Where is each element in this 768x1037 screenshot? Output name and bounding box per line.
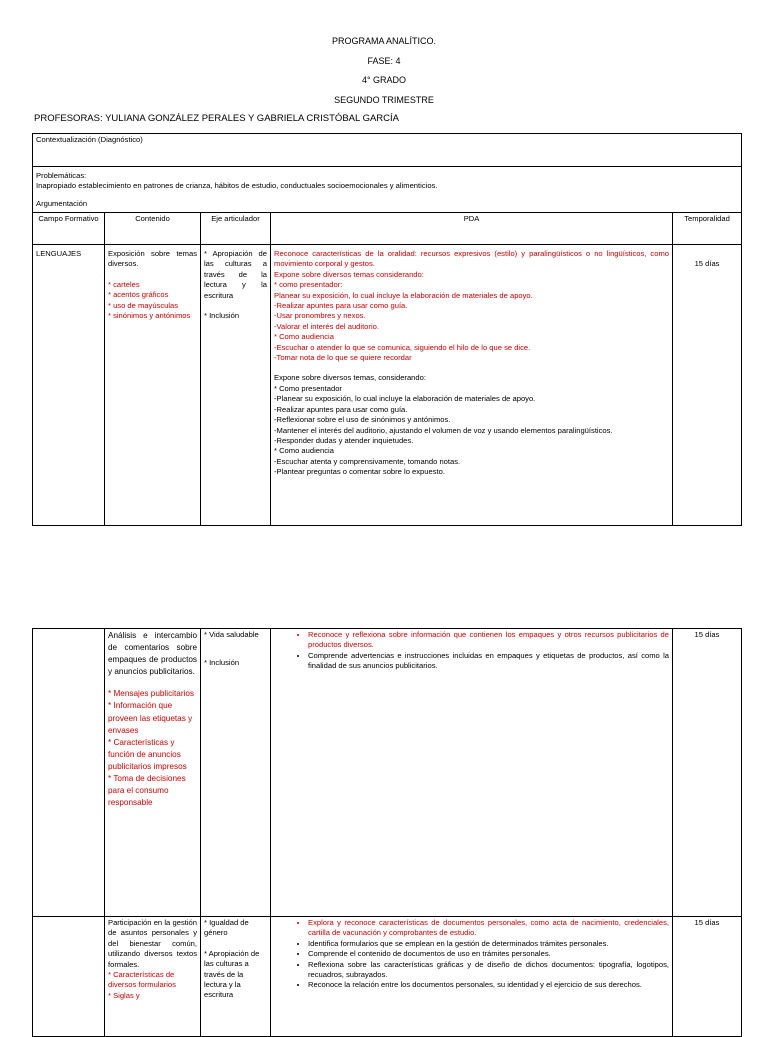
pda-line: -Planear su exposición, lo cual incluye la elaboración de materiales de apoyo. bbox=[274, 394, 536, 404]
pda-line: * Como presentador bbox=[274, 383, 342, 393]
pda-line: -Responder dudas y atender inquietudes. bbox=[274, 435, 414, 445]
row3-eje-2: * Apropiación de las culturas a través de la lectura y la escritura bbox=[204, 948, 260, 1000]
profesoras-line: PROFESORAS: YULIANA GONZÁLEZ PERALES Y GABRIELA CRISTÓBAL GARCÍA bbox=[34, 113, 399, 124]
header-pda: PDA bbox=[271, 213, 673, 245]
row3-eje-1: * Igualdad de género bbox=[204, 918, 249, 938]
problematicas-label: Problemáticas: bbox=[36, 171, 87, 180]
row2-temporalidad: 15 días bbox=[673, 629, 742, 917]
pda-line: -Realizar apuntes para usar como guía. bbox=[274, 301, 408, 311]
header-contenido: Contenido bbox=[105, 213, 201, 245]
pda-bullet: • Explora y reconoce características de documentos personales, como acta de nacimiento, credenciales, cartilla de vacunación y comprobantes de estudio. bbox=[308, 918, 669, 939]
contextualizacion-cell: Contextualización (Diagnóstico) bbox=[33, 134, 742, 167]
row3-temporalidad: 15 días bbox=[673, 917, 742, 1037]
row2-contenido bbox=[105, 629, 201, 917]
pda-line: * Como audiencia bbox=[274, 446, 334, 456]
row3-contenido-item: * Siglas y bbox=[108, 990, 140, 1000]
pda-line: Reconoce características de la oralidad: recursos expresivos (estilo) y paralingüísticos o no lingüísticos, como movimiento corporal y gestos. bbox=[274, 249, 669, 269]
pda-bullet: • Comprende advertencias e instrucciones incluidas en empaques y etiquetas de productos, así como la finalidad de sus anuncios publicitarios. bbox=[308, 651, 669, 672]
row2-eje-1: * Vida saludable bbox=[204, 630, 259, 639]
pda-line: Expone sobre diversos temas considerando: bbox=[274, 269, 424, 279]
document-title: PROGRAMA ANALÍTICO. bbox=[331, 36, 437, 46]
pda-line: -Realizar apuntes para usar como guía. bbox=[274, 404, 408, 414]
header-temporalidad: Temporalidad bbox=[673, 213, 742, 245]
row1-contenido-item: * uso de mayúsculas bbox=[108, 300, 179, 310]
row1-eje-1: * Apropiación de las culturas a través de la lectura y la escritura bbox=[204, 249, 267, 300]
row2-contenido-item: * Información que proveen las etiquetas y envases bbox=[108, 701, 193, 735]
row1-temporalidad: 15 días bbox=[673, 245, 742, 526]
row2-eje-2: * Inclusión bbox=[204, 658, 240, 668]
row1-contenido-text: Exposición sobre temas diversos. bbox=[108, 249, 197, 269]
pda-line: -Mantener el interés del auditorio, ajustando el volumen de voz y usando elementos paralingüísticos. bbox=[274, 425, 613, 435]
argumentacion-label: Argumentación bbox=[36, 198, 88, 208]
row2-contenido-item: * Características y función de anuncios publicitarios impresos bbox=[108, 737, 187, 771]
pda-line: Expone sobre diversos temas, considerando: bbox=[274, 373, 426, 383]
row2-campo bbox=[33, 629, 105, 917]
row1-contenido-item: * acentos gráficos bbox=[108, 290, 169, 300]
pda-line: Planear su exposición, lo cual incluye la elaboración de materiales de apoyo. bbox=[274, 290, 533, 300]
row2-eje bbox=[201, 629, 271, 917]
row3-contenido-text: Participación en la gestión de asuntos personales y del bienestar común, utilizando diversos textos formales. bbox=[108, 918, 197, 969]
row1-eje bbox=[201, 245, 271, 526]
row1-pda bbox=[271, 245, 673, 526]
header-eje: Eje articulador bbox=[201, 213, 271, 245]
pda-bullet: • Reconoce y reflexiona sobre información que contienen los empaques y otros recursos publicitarios de productos diversos. bbox=[308, 630, 669, 651]
header-campo: Campo Formativo bbox=[33, 213, 105, 245]
pda-line: * como presentador: bbox=[274, 280, 343, 290]
problematicas-text: Inapropiado establecimiento en patrones de crianza, hábitos de estudio, conductuales socioemocionales y alimenticios. bbox=[36, 181, 438, 191]
pda-line: -Plantear preguntas o comentar sobre lo expuesto. bbox=[274, 467, 445, 477]
row2-contenido-text: Análisis e intercambio de comentarios sobre empaques de productos y anuncios publicitarios. bbox=[108, 631, 197, 677]
pda-line: -Usar pronombres y nexos. bbox=[274, 311, 366, 321]
program-table-page2 bbox=[32, 628, 742, 1037]
row1-contenido bbox=[105, 245, 201, 526]
trimestre-label: SEGUNDO TRIMESTRE bbox=[334, 95, 434, 105]
row3-eje bbox=[201, 917, 271, 1037]
problematicas-cell bbox=[33, 167, 742, 213]
row1-campo: LENGUAJES bbox=[33, 245, 105, 526]
pda-line: * Como audiencia bbox=[274, 332, 334, 342]
pda-line: -Reflexionar sobre el uso de sinónimos y antónimos. bbox=[274, 415, 451, 425]
row1-eje-2: * Inclusión bbox=[204, 311, 240, 321]
pda-bullet: • Reconoce la relación entre los documentos personales, su identidad y el ejercicio de sus derechos. bbox=[308, 980, 669, 990]
row3-campo bbox=[33, 917, 105, 1037]
pda-bullet: • Identifica formularios que se emplean en la gestión de determinados trámites personales. bbox=[308, 939, 669, 949]
pda-line: -Escuchar atenta y comprensivamente, tomando notas. bbox=[274, 456, 461, 466]
row2-pda bbox=[271, 629, 673, 917]
row1-contenido-item: * sinónimos y antónimos bbox=[108, 311, 191, 321]
row3-pda bbox=[271, 917, 673, 1037]
program-table-page1 bbox=[32, 133, 742, 526]
row3-contenido-item: * Características de diversos formularios bbox=[108, 970, 176, 990]
row1-contenido-item: * carteles bbox=[108, 279, 140, 289]
row2-contenido-item: * Mensajes publicitarios bbox=[108, 689, 195, 699]
pda-bullet: • Comprende el contenido de documentos de uso en trámites personales. bbox=[308, 949, 669, 959]
pda-bullet: • Reflexiona sobre las características gráficas y de diseño de dichos documentos: tipografía, logotipos, recuadros, subrayados. bbox=[308, 960, 669, 981]
grado-label: 4° GRADO bbox=[361, 75, 407, 85]
row3-contenido bbox=[105, 917, 201, 1037]
pda-line: -Tomar nota de lo que se quiere recordar bbox=[274, 353, 412, 363]
row2-contenido-item: * Toma de decisiones para el consumo responsable bbox=[108, 774, 186, 808]
pda-line: -Valorar el interés del auditorio. bbox=[274, 321, 379, 331]
fase-label: FASE: 4 bbox=[367, 56, 401, 66]
pda-line: -Escuchar o atender lo que se comunica, siguiendo el hilo de lo que se dice. bbox=[274, 342, 531, 352]
